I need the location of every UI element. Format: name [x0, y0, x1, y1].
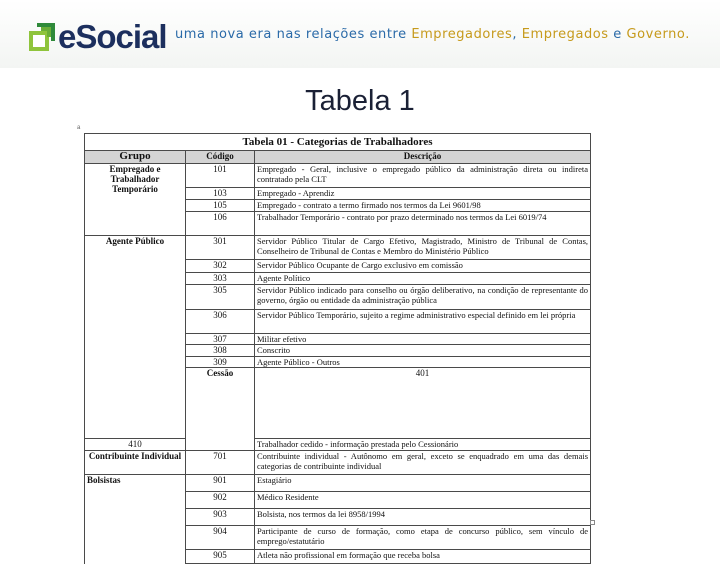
codigo-cell: 106 — [186, 212, 255, 236]
grupo-cell: Bolsistas — [85, 475, 186, 564]
descricao-cell: Servidor Público Ocupante de Cargo exclusivo em comissão — [255, 260, 591, 273]
esocial-logo-icon — [27, 21, 57, 53]
table-anchor-mark: a — [77, 125, 81, 131]
descricao-cell: Empregado - contrato a termo firmado nos termos da Lei 9601/98 — [255, 200, 591, 212]
table-body — [85, 164, 591, 564]
tagline-part: Governo. — [626, 27, 690, 42]
descricao-cell: Militar efetivo — [255, 334, 591, 345]
codigo-cell: 305 — [186, 285, 255, 310]
table-image — [84, 133, 590, 560]
descricao-cell: Servidor Público Titular de Cargo Efetivo, Magistrado, Ministro de Tribunal de Contas, Conselheiro de Tribunal de Contas e Membro do Ministério Público — [255, 236, 591, 260]
table-row — [85, 439, 591, 451]
codigo-cell: 105 — [186, 200, 255, 212]
codigo-cell: 302 — [186, 260, 255, 273]
descricao-cell: Agente Público - Outros — [255, 357, 591, 368]
tagline-part: uma nova era nas relações entre — [175, 27, 412, 42]
descricao-cell: Bolsista, nos termos da lei 8958/1994 — [255, 509, 591, 526]
table-row — [85, 475, 591, 492]
grupo-cell: Agente Público — [85, 236, 186, 439]
esocial-logo — [27, 18, 167, 56]
codigo-cell: 101 — [186, 164, 255, 188]
descricao-cell: Trabalhador Temporário - contrato por prazo determinado nos termos da Lei 6019/74 — [255, 212, 591, 236]
table-row — [85, 236, 591, 260]
descricao-cell: Participante de curso de formação, como etapa de concurso público, sem vínculo de emprego/estatutário — [255, 526, 591, 550]
corner-handle — [590, 520, 595, 525]
descricao-cell: Trabalhador cedido - informação prestada pelo Cessionário — [255, 439, 591, 451]
descricao-cell: Médico Residente — [255, 492, 591, 509]
descricao-cell: Empregado - Geral, inclusive o empregado público da administração direta ou indireta contratado pela CLT — [255, 164, 591, 188]
table-row — [85, 451, 591, 475]
codigo-cell: 901 — [186, 475, 255, 492]
codigo-cell: 904 — [186, 526, 255, 550]
header-codigo: Código — [186, 151, 255, 164]
descricao-cell: Empregado - Aprendiz — [255, 188, 591, 200]
header-descricao: Descrição — [255, 151, 591, 164]
header-grupo: Grupo — [85, 151, 186, 164]
descricao-cell: Estagiário — [255, 475, 591, 492]
categorias-table — [84, 133, 591, 564]
codigo-cell: 303 — [186, 273, 255, 285]
tagline — [175, 27, 690, 42]
table-title: Tabela 01 - Categorias de Trabalhadores — [85, 134, 591, 151]
codigo-cell: 401 — [255, 368, 591, 439]
descricao-cell: Servidor Público indicado para conselho ou órgão deliberativo, na condição de representante do governo, órgão ou entidade da administração pública — [255, 285, 591, 310]
codigo-cell: 905 — [186, 550, 255, 564]
descricao-cell: Agente Político — [255, 273, 591, 285]
tagline-part: Empregados — [521, 27, 609, 42]
descricao-cell: Conscrito — [255, 345, 591, 357]
tagline-part: Empregadores — [411, 27, 513, 42]
codigo-cell: 307 — [186, 334, 255, 345]
codigo-cell: 701 — [186, 451, 255, 475]
codigo-cell: 902 — [186, 492, 255, 509]
header-banner — [0, 0, 720, 68]
descricao-cell: Atleta não profissional em formação que receba bolsa — [255, 550, 591, 564]
slide-title: Tabela 1 — [305, 85, 415, 117]
descricao-cell: Servidor Público Temporário, sujeito a regime administrativo especial definido em lei própria — [255, 310, 591, 334]
grupo-cell: Empregado e Trabalhador Temporário — [85, 164, 186, 236]
codigo-cell: 301 — [186, 236, 255, 260]
tagline-part: e — [608, 27, 627, 42]
grupo-cell: Contribuinte Individual — [85, 451, 186, 475]
codigo-cell: 309 — [186, 357, 255, 368]
descricao-cell: Contribuinte individual - Autônomo em geral, exceto se enquadrado em uma das demais categorias de contribuinte individual — [255, 451, 591, 475]
codigo-cell: 308 — [186, 345, 255, 357]
grupo-cell: Cessão — [186, 368, 255, 451]
codigo-cell: 306 — [186, 310, 255, 334]
codigo-cell: 903 — [186, 509, 255, 526]
logo-wordmark: eSocial — [58, 18, 167, 55]
codigo-cell: 103 — [186, 188, 255, 200]
codigo-cell: 410 — [85, 439, 186, 451]
table-row — [85, 164, 591, 188]
tagline-part: , — [512, 27, 522, 42]
